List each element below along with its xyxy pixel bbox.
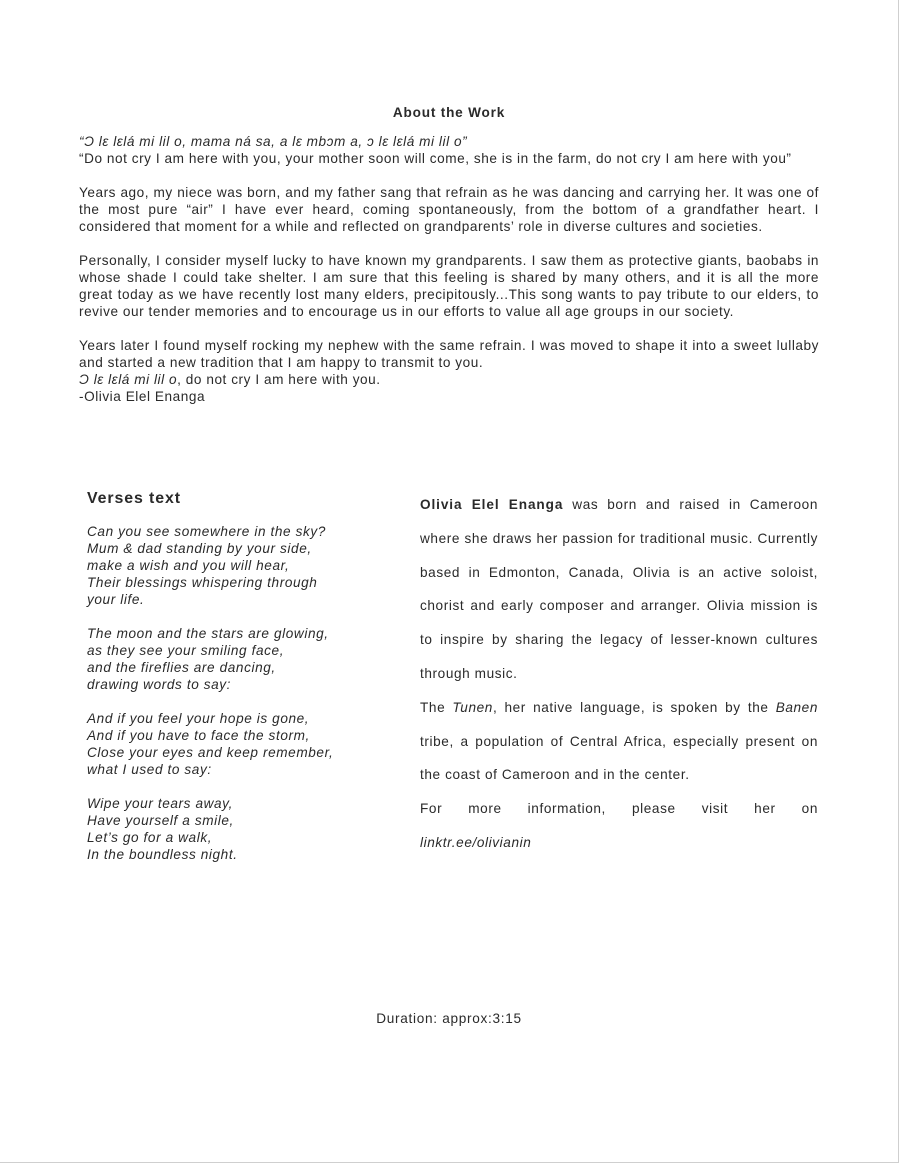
- verse-line: And if you feel your hope is gone,: [87, 711, 310, 726]
- composer-signature: -Olivia Elel Enanga: [79, 389, 206, 404]
- bio-lang-mid: , her native language, is spoken by the: [492, 699, 776, 715]
- stanza-4: [87, 795, 407, 863]
- verse-line: Let’s go for a walk,: [87, 830, 213, 845]
- bio-lang-suffix: tribe, a population of Central Africa, especially present on the coast of Cameroon and in the center.: [420, 733, 818, 783]
- verse-line: Can you see somewhere in the sky?: [87, 524, 326, 539]
- closing-refrain-italic: Ɔ lɛ lɛlá mi lil o: [79, 372, 178, 387]
- verse-line: what I used to say:: [87, 762, 212, 777]
- stanza-1: [87, 523, 407, 608]
- verse-line: Their blessings whispering through: [87, 575, 318, 590]
- verse-line: make a wish and you will hear,: [87, 558, 290, 573]
- tribe-name: Banen: [775, 699, 818, 715]
- duration-label: Duration: approx:3:15: [376, 1011, 522, 1026]
- about-closing-line: [79, 371, 819, 388]
- verse-line: And if you have to face the storm,: [87, 728, 310, 743]
- composer-link[interactable]: linktr.ee/olivianin: [420, 834, 532, 850]
- verse-line: Wipe your tears away,: [87, 796, 233, 811]
- verse-line: your life.: [87, 592, 145, 607]
- closing-refrain-rest: , do not cry I am here with you.: [177, 372, 381, 387]
- verses-title: Verses text: [87, 490, 181, 507]
- composer-bio-section: [420, 488, 818, 860]
- bio-lang-prefix: The: [420, 699, 453, 715]
- about-paragraph-1: Years ago, my niece was born, and my father sang that refrain as he was dancing and carrying her. It was one of the most pure “air” I have ever heard, coming spontaneously, from the bottom of a grandfather heart. I considered that moment for a while and reflected on grandparents’ role in diverse cultures and societies.: [79, 185, 819, 234]
- about-title: About the Work: [392, 105, 506, 120]
- verses-section: [87, 490, 407, 880]
- bio-paragraph-2: [420, 691, 818, 792]
- language-name: Tunen: [452, 699, 493, 715]
- bio-more-info: For more information, please visit her on: [420, 801, 818, 817]
- verse-line: The moon and the stars are glowing,: [87, 626, 329, 641]
- about-paragraph-2: Personally, I consider myself lucky to have known my grandparents. I saw them as protective giants, baobabs in whose shade I could take shelter. I am sure that this feeling is shared by many others, and it is all the more great today as we have recently lost many elders, precipitously...This song wants to pay tribute to our elders, to revive our tender memories and to encourage us in our efforts to value all age groups in our society.: [79, 253, 819, 319]
- bio-intro: was born and raised in Cameroon where she draws her passion for traditional music. Currently based in Edmonton, Canada, Olivia is an active soloist, chorist and early composer and arranger. Olivia mission is to inspire by sharing the legacy of lesser-known cultures through music.: [420, 497, 818, 681]
- stanza-3: [87, 710, 407, 778]
- about-paragraph-3: Years later I found myself rocking my nephew with the same refrain. I was moved to shape it into a sweet lullaby and started a new tradition that I am happy to transmit to you.: [79, 338, 819, 370]
- refrain-translation: “Do not cry I am here with you, your mother soon will come, she is in the farm, do not cry I am here with you”: [79, 151, 792, 166]
- verse-line: Have yourself a smile,: [87, 813, 234, 828]
- verse-line: as they see your smiling face,: [87, 643, 285, 658]
- verse-line: Mum & dad standing by your side,: [87, 541, 312, 556]
- bio-paragraph-1: [420, 488, 818, 691]
- refrain-original: “Ɔ lɛ lɛlá mi lil o, mama ná sa, a lɛ mbɔm a, ɔ lɛ lɛlá mi lil o”: [79, 134, 468, 149]
- verse-line: Close your eyes and keep remember,: [87, 745, 334, 760]
- composer-name: Olivia Elel Enanga: [420, 497, 564, 512]
- about-the-work-section: [79, 104, 819, 405]
- verse-line: and the fireflies are dancing,: [87, 660, 276, 675]
- verse-line: In the boundless night.: [87, 847, 238, 862]
- verse-line: drawing words to say:: [87, 677, 232, 692]
- stanza-2: [87, 625, 407, 693]
